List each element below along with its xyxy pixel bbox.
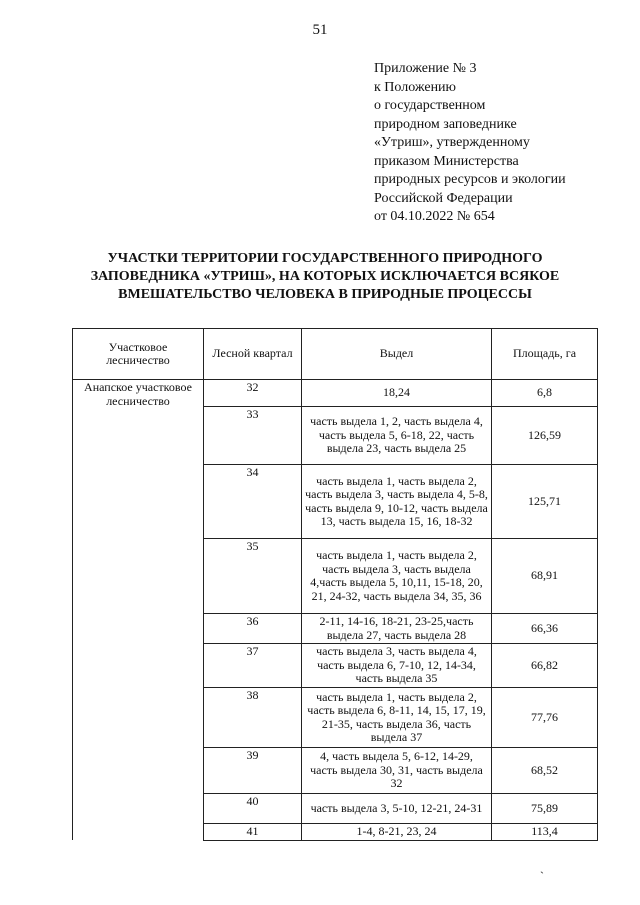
- protected-zones-table: [72, 328, 598, 841]
- allotment-cell: часть выдела 1, часть выдела 2, часть выдела 3, часть выдела 4,часть выдела 5, 10,11, 15-18, 20, 21, 24-32, часть выдела 34, 35, 36: [302, 539, 492, 614]
- page-number: 51: [312, 22, 328, 38]
- allotment-cell: 1-4, 8-21, 23, 24: [302, 824, 492, 841]
- area-cell: 77,76: [492, 688, 598, 748]
- appendix-line: к Положению: [374, 79, 457, 95]
- area-cell: 113,4: [492, 824, 598, 841]
- allotment-cell: часть выдела 1, 2, часть выдела 4, часть выдела 5, 6-18, 22, часть выдела 23, часть выдела 25: [302, 407, 492, 465]
- quarter-cell: 39: [204, 748, 302, 794]
- quarter-cell: 37: [204, 644, 302, 688]
- area-cell: 68,91: [492, 539, 598, 614]
- area-cell: 126,59: [492, 407, 598, 465]
- area-cell: 66,36: [492, 614, 598, 644]
- quarter-cell: 38: [204, 688, 302, 748]
- appendix-line: о государственном: [374, 98, 486, 113]
- title-line: ЗАПОВЕДНИКА «УТРИШ», НА КОТОРЫХ ИСКЛЮЧАЕТСЯ ВСЯКОЕ: [90, 269, 560, 284]
- document-title: [40, 250, 610, 304]
- allotment-cell: часть выдела 3, 5-10, 12-21, 24-31: [302, 794, 492, 824]
- header-area: Площадь, га: [492, 329, 598, 380]
- quarter-cell: 35: [204, 539, 302, 614]
- quarter-cell: 40: [204, 794, 302, 824]
- allotment-cell: 18,24: [302, 380, 492, 407]
- appendix-line: природных ресурсов и экологии: [374, 172, 566, 187]
- allotment-cell: часть выдела 1, часть выдела 2, часть выдела 3, часть выдела 4, 5-8, часть выдела 9, 10-12, часть выдела 13, часть выдела 15, 16, 18-32: [302, 465, 492, 539]
- allotment-cell: 2-11, 14-16, 18-21, 23-25,часть выдела 27, часть выдела 28: [302, 614, 492, 644]
- appendix-line: Приложение № 3: [374, 61, 477, 76]
- area-cell: 66,82: [492, 644, 598, 688]
- area-cell: 6,8: [492, 380, 598, 407]
- appendix-line: природном заповеднике: [374, 116, 517, 132]
- header-forestry: Участковое лесничество: [73, 329, 204, 380]
- header-quarter: Лесной квартал: [204, 329, 302, 380]
- appendix-line: «Утриш», утвержденному: [374, 135, 530, 150]
- quarter-cell: 41: [204, 824, 302, 841]
- area-cell: 75,89: [492, 794, 598, 824]
- appendix-reference: [374, 60, 624, 227]
- title-line: ВМЕШАТЕЛЬСТВО ЧЕЛОВЕКА В ПРИРОДНЫЕ ПРОЦЕССЫ: [118, 287, 532, 302]
- table-header-row: [73, 329, 598, 380]
- appendix-line: от 04.10.2022 № 654: [374, 209, 495, 224]
- header-allotment: Выдел: [302, 329, 492, 380]
- title-line: УЧАСТКИ ТЕРРИТОРИИ ГОСУДАРСТВЕННОГО ПРИРОДНОГО: [107, 251, 543, 266]
- appendix-line: приказом Министерства: [374, 153, 519, 169]
- corner-mark: ˎ: [540, 860, 544, 874]
- allotment-cell: 4, часть выдела 5, 6-12, 14-29, часть выдела 30, 31, часть выдела 32: [302, 748, 492, 794]
- appendix-line: Российской Федерации: [374, 190, 513, 206]
- quarter-cell: 34: [204, 465, 302, 539]
- area-cell: 125,71: [492, 465, 598, 539]
- quarter-cell: 33: [204, 407, 302, 465]
- area-cell: 68,52: [492, 748, 598, 794]
- quarter-cell: 36: [204, 614, 302, 644]
- quarter-cell: 32: [204, 380, 302, 407]
- forestry-cell: Анапское участковое лесничество: [73, 380, 204, 841]
- allotment-cell: часть выдела 3, часть выдела 4, часть выдела 6, 7-10, 12, 14-34, часть выдела 35: [302, 644, 492, 688]
- allotment-cell: часть выдела 1, часть выдела 2, часть выдела 6, 8-11, 14, 15, 17, 19, 21-35, часть выдела 36, часть выдела 37: [302, 688, 492, 748]
- table-row: [73, 380, 598, 407]
